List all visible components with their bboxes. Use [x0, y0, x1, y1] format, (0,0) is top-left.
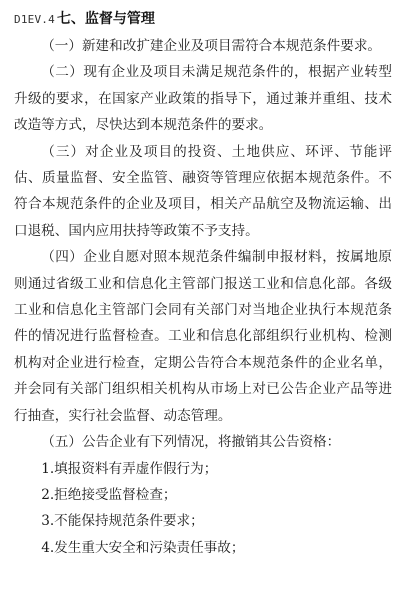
section-header — [14, 8, 155, 28]
list-item-1: 1.填报资料有弄虚作假行为； — [41, 460, 218, 477]
document-body — [14, 33, 392, 561]
list-item-3: 3.不能保持规范条件要求； — [41, 513, 204, 530]
paragraph-5: （五）公告企业有下列情况，将撤销其公告资格： — [41, 434, 341, 451]
list-item-4: 4.发生重大安全和污染责任事故； — [41, 539, 245, 556]
paragraph-2: （二）现有企业及项目未满足规范条件的，根据产业转型升级的要求，在国家产业政策的指导下，通过兼并重组、技术改造等方式，尽快达到本规范条件的要求。 — [14, 64, 392, 134]
paragraph-3: （三）对企业及项目的投资、土地供应、环评、节能评估、质量监督、安全监管、融资等管理应依据本规范条件。不符合本规范条件的企业及项目，相关产品航空及物流运输、出口退税、国内应用扶持等政策不予支持。 — [14, 143, 392, 239]
page-marker: D1EV.4 — [14, 13, 55, 26]
paragraph-4: （四）企业自愿对照本规范条件编制申报材料，按属地原则通过省级工业和信息化主管部门报送工业和信息化部。各级工业和信息化主管部门会同有关部门对当地企业执行本规范条件的情况进行监督检查。工业和信息化部组织行业机构、检测机构对企业进行检查，定期公告符合本规范条件的企业名单，并会同有关部门组织相关机构从市场上对已公告企业产品等进行抽查，实行社会监督、动态管理。 — [14, 249, 392, 424]
section-title: 七、监督与管理 — [56, 11, 155, 27]
list-item-2: 2.拒绝接受监督检查； — [41, 486, 177, 503]
paragraph-1: （一）新建和改扩建企业及项目需符合本规范条件要求。 — [41, 38, 382, 54]
